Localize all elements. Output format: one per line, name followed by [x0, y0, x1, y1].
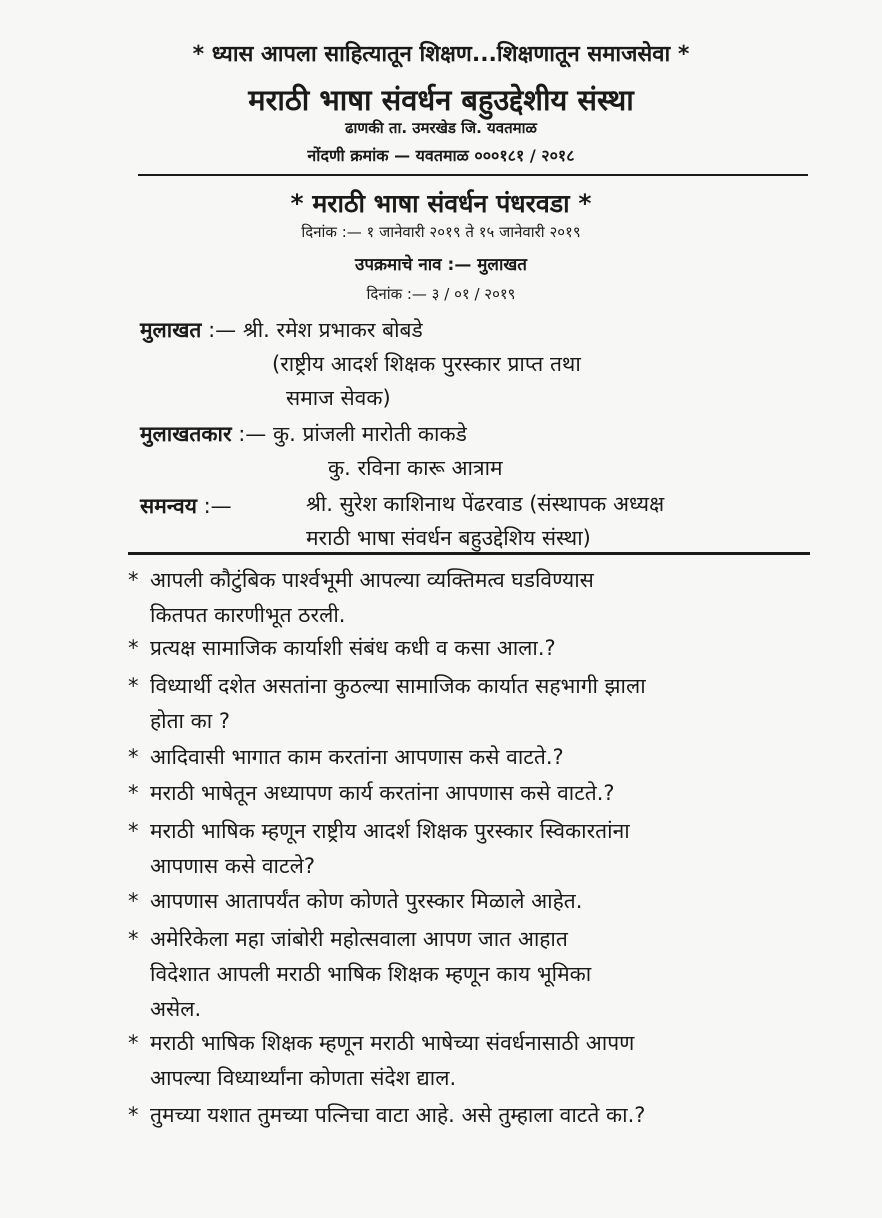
question-item [128, 1098, 818, 1133]
interviewer-row [140, 420, 467, 448]
bullet-star: * [128, 674, 139, 698]
program-date: दिनांक :— ३ / ०१ / २०१९ [366, 285, 516, 303]
event-title: * मराठी भाषा संवर्धन पंधरवडा * [290, 189, 592, 218]
question-line: आपली कौटुंबिक पार्श्वभूमी आपल्या व्यक्तिमत्व घडविण्यास [150, 568, 594, 592]
question-line: मराठी भाषेतून अध्यापण कार्य करतांना आपणास कसे वाटते.? [150, 781, 615, 805]
bullet-star: * [128, 1031, 139, 1055]
bullet-star: * [128, 889, 139, 913]
organization-address: ढाणकी ता. उमरखेड जि. यवतमाळ [345, 119, 537, 137]
organization-name: मराठी भाषा संवर्धन बहुउद्देशीय संस्था [248, 83, 634, 117]
coordinator-row [140, 492, 232, 520]
interviewee-row [140, 316, 423, 344]
event-date-range: दिनांक :— १ जानेवारी २०१९ ते १५ जानेवारी २०१९ [301, 223, 581, 241]
interviewer-name-1: कु. प्रांजली मारोती काकडे [272, 422, 467, 446]
question-line: विदेशात आपली मराठी भाषिक शिक्षक म्हणून काय भूमिका [150, 962, 592, 986]
question-line: आदिवासी भागात काम करतांना आपणास कसे वाटते.? [150, 745, 564, 769]
bullet-star: * [128, 1103, 139, 1127]
question-item [128, 1026, 818, 1096]
question-line: विध्यार्थी दशेत असतांना कुठल्या सामाजिक कार्यात सहभागी झाला [150, 674, 646, 698]
question-item [128, 776, 818, 811]
question-line: प्रत्यक्ष सामाजिक कार्याशी संबंध कधी व कसा आला.? [150, 636, 556, 660]
header-divider [138, 174, 808, 176]
coordinator-org: मराठी भाषा संवर्धन बहुउद्देशिय संस्था) [306, 526, 591, 550]
interviewee-separator: :— [201, 318, 243, 342]
question-line: अमेरिकेला महा जांबोरी महोत्सवाला आपण जात आहात [150, 927, 568, 951]
bullet-star: * [128, 636, 139, 660]
question-item [128, 669, 818, 739]
question-line: होता का ? [150, 709, 231, 733]
interviewee-description-2: समाज सेवक) [286, 386, 391, 410]
question-line: आपल्या विध्यार्थ्यांना कोणता संदेश द्याल. [150, 1066, 457, 1090]
program-name: उपक्रमाचे नाव :— मुलाखत [355, 255, 527, 275]
question-item [128, 563, 818, 633]
coordinator-label: समन्वय [140, 494, 197, 518]
question-line: असेल. [150, 997, 202, 1021]
bullet-star: * [128, 927, 139, 951]
section-divider [128, 552, 810, 555]
interviewer-name-2: कु. रविना कारू आत्राम [328, 456, 503, 480]
coordinator-separator: :— [196, 494, 232, 518]
coordinator-name: श्री. सुरेश काशिनाथ पेंढरवाड (संस्थापक अध्यक्ष [306, 492, 665, 516]
interviewer-label: मुलाखतकार [140, 422, 232, 446]
question-line: आपणास कसे वाटले? [150, 854, 315, 878]
question-line: तुमच्या यशात तुमच्या पत्निचा वाटा आहे. असे तुम्हाला वाटते का.? [150, 1103, 646, 1127]
bullet-star: * [128, 745, 139, 769]
question-item [128, 922, 818, 1027]
question-item [128, 740, 818, 775]
interviewee-name: श्री. रमेश प्रभाकर बोबडे [242, 318, 423, 342]
bullet-star: * [128, 568, 139, 592]
question-line: कितपत कारणीभूत ठरली. [150, 603, 346, 627]
bullet-star: * [128, 781, 139, 805]
question-item [128, 814, 818, 884]
question-line: आपणास आतापर्यंत कोण कोणते पुरस्कार मिळाले आहेत. [150, 889, 583, 913]
question-line: मराठी भाषिक शिक्षक म्हणून मराठी भाषेच्या संवर्धनासाठी आपण [150, 1031, 635, 1055]
motto: * ध्यास आपला साहित्यातून शिक्षण...शिक्षणातून समाजसेवा * [192, 42, 690, 67]
bullet-star: * [128, 819, 139, 843]
interviewee-label: मुलाखत [140, 318, 202, 342]
question-item [128, 631, 818, 666]
question-line: मराठी भाषिक म्हणून राष्ट्रीय आदर्श शिक्षक पुरस्कार स्विकारतांना [150, 819, 630, 843]
question-item [128, 884, 818, 919]
registration-number: नोंदणी क्रमांक — यवतमाळ ०००१८१ / २०१८ [307, 146, 575, 165]
interviewee-description-1: (राष्ट्रीय आदर्श शिक्षक पुरस्कार प्राप्त तथा [272, 352, 581, 376]
interviewer-separator: :— [231, 422, 273, 446]
